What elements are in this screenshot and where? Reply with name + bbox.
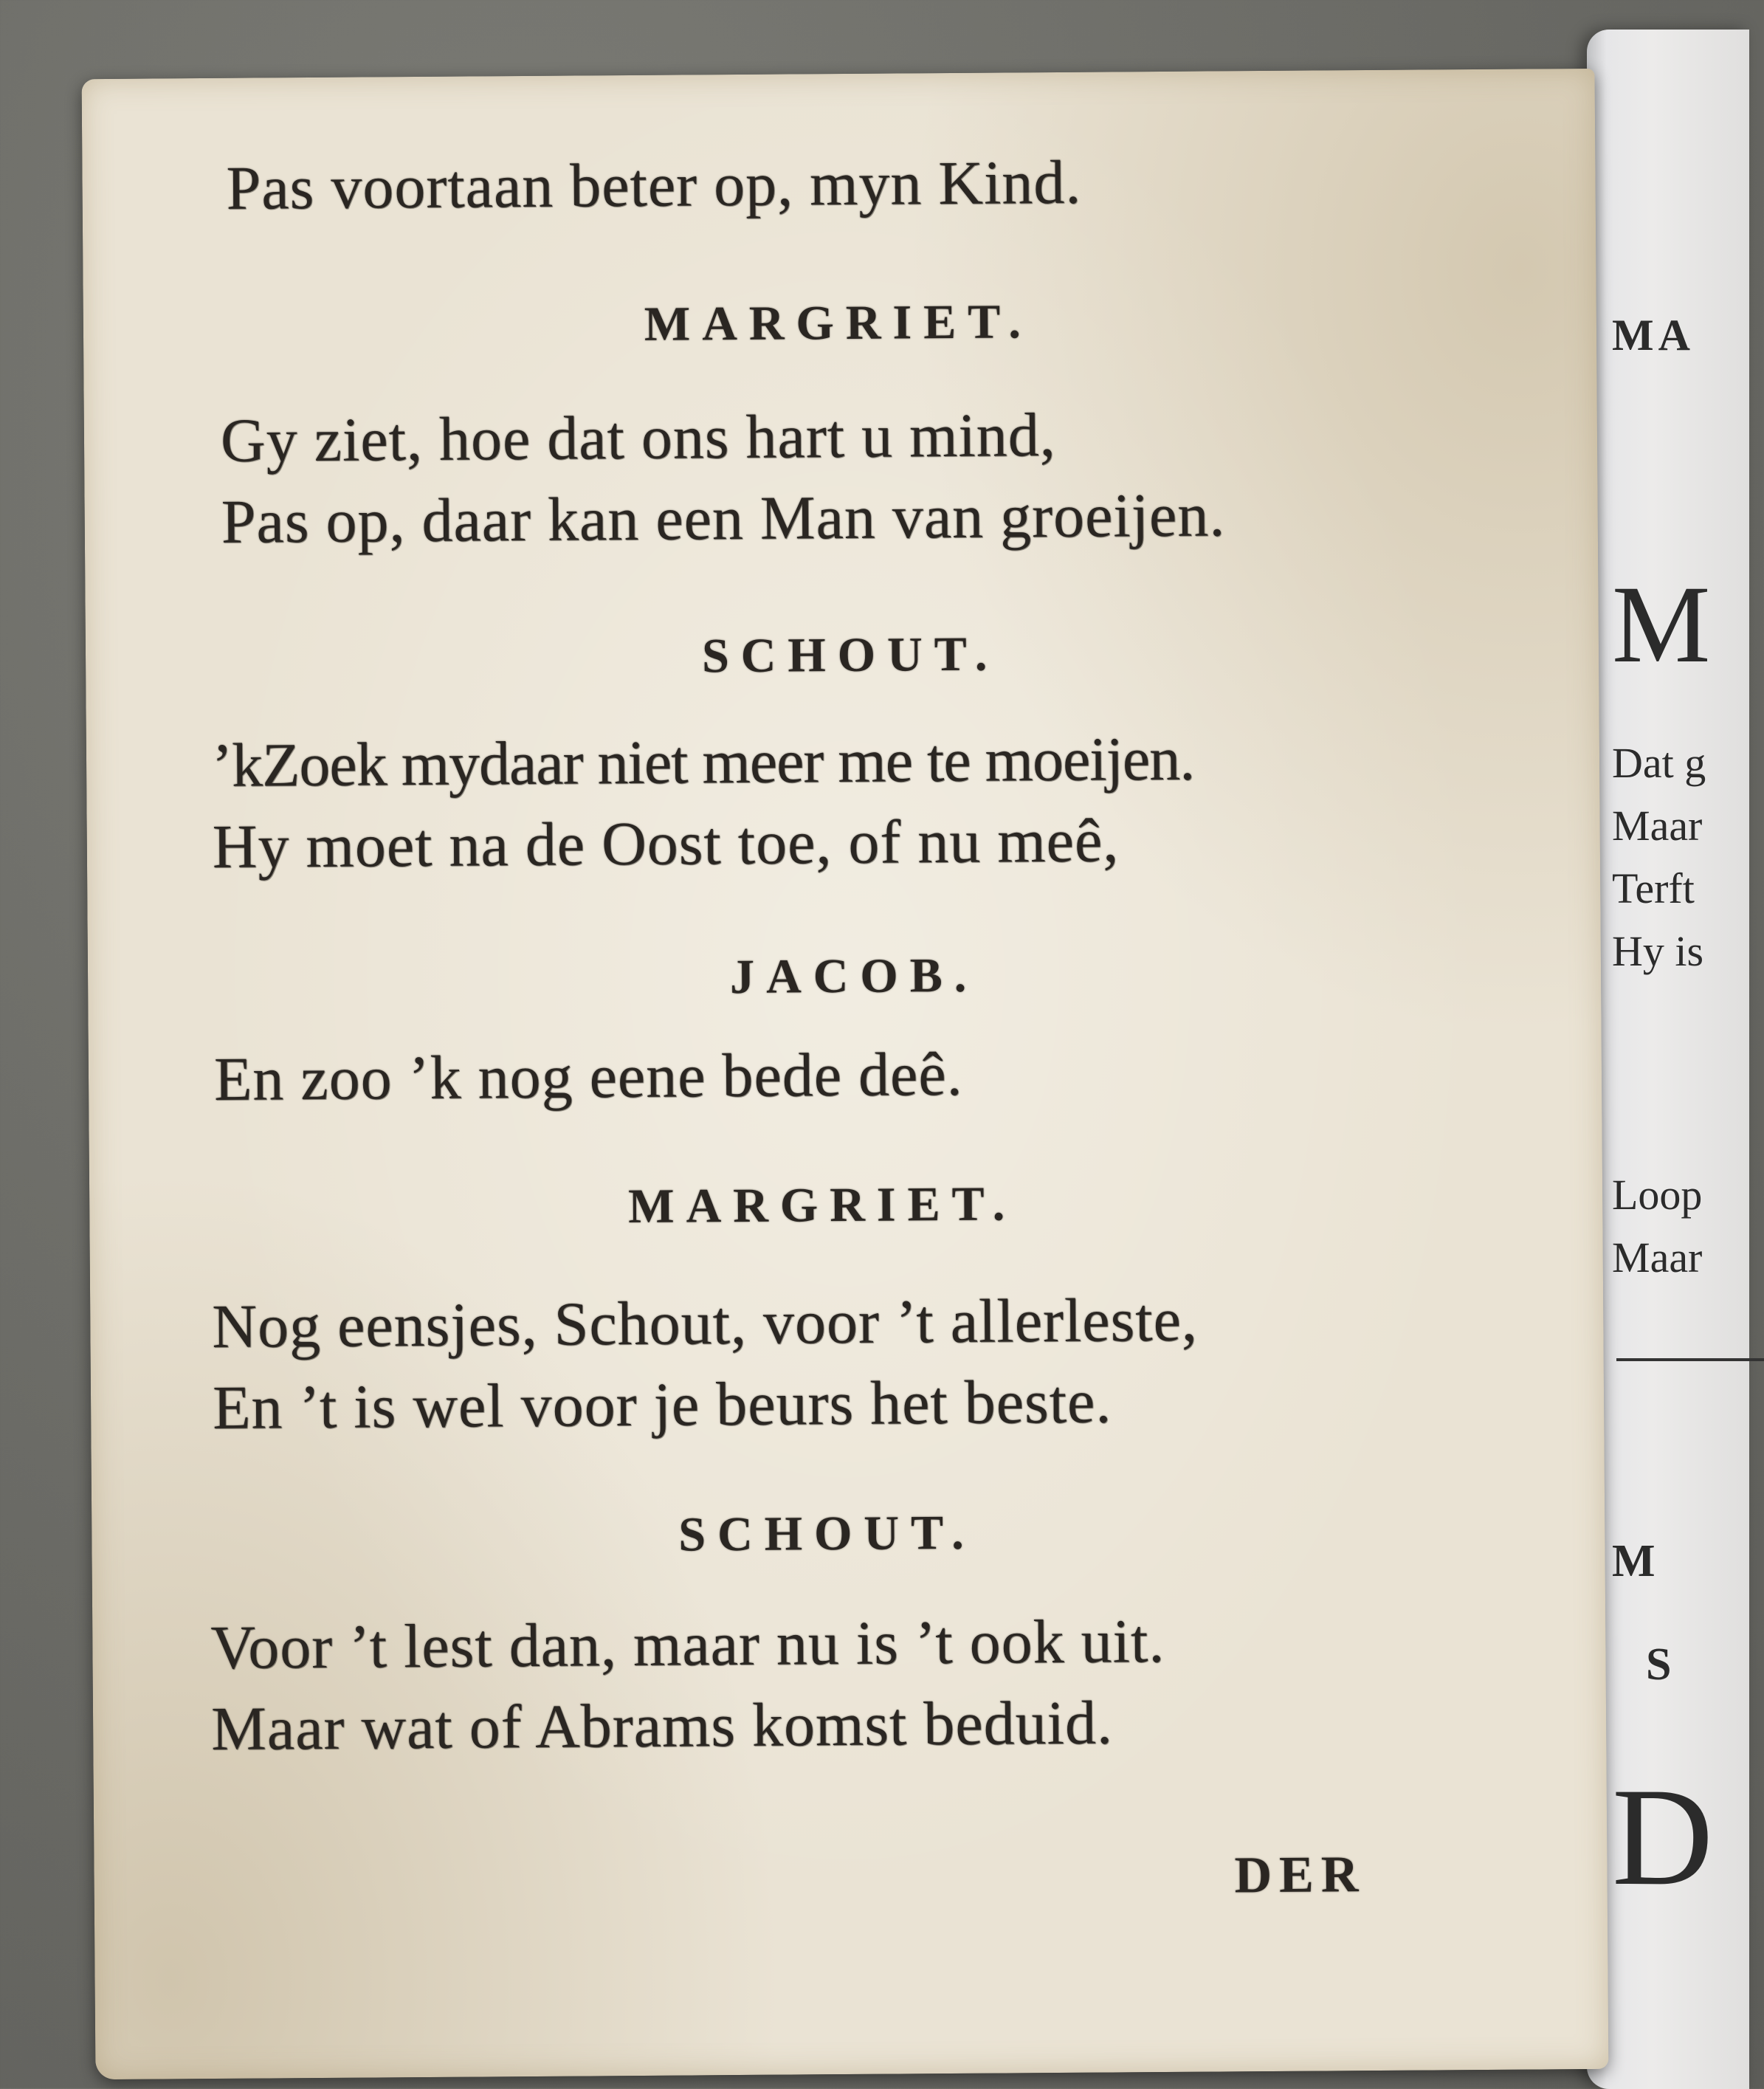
verse-line: Gy ziet, hoe dat ons hart u mind, <box>220 400 1057 475</box>
speaker-name: MARGRIET. <box>627 1177 1017 1234</box>
page-text <box>82 69 1609 2079</box>
facing-fragment: Maar <box>1612 802 1703 850</box>
verse-line: Pas op, daar kan een Man van groeijen. <box>221 481 1226 557</box>
facing-fragment: Loop <box>1612 1171 1703 1219</box>
speaker-name: JACOB. <box>729 948 979 1005</box>
verse-line: Maar wat of Abrams komst beduid. <box>210 1688 1114 1764</box>
facing-fragment: Terft <box>1612 864 1695 912</box>
facing-page <box>1587 30 1749 2089</box>
speaker-name: MARGRIET. <box>644 295 1033 351</box>
facing-fragment: MA <box>1612 311 1695 359</box>
facing-fragment: Maar <box>1612 1233 1703 1281</box>
facing-fragment: M <box>1612 1536 1656 1586</box>
facing-fragment: Hy is <box>1612 927 1704 975</box>
verse-line: Voor ’t lest dan, maar nu is ’t ook uit. <box>210 1606 1165 1683</box>
facing-fragment: S <box>1646 1639 1672 1690</box>
book-page <box>82 69 1609 2079</box>
verse-line: ’kZoek mydaar niet meer me te moeijen. <box>211 724 1195 800</box>
verse-line: En zoo ’k nog eene bede deê. <box>213 1039 963 1114</box>
facing-fragment: Dat g <box>1612 739 1706 787</box>
speaker-name: SCHOUT. <box>701 627 999 684</box>
facing-fragment: D <box>1612 1760 1714 1915</box>
facing-fragment: M <box>1612 563 1711 686</box>
catchword: DER <box>1234 1846 1366 1904</box>
verse-line: En ’t is wel voor je beurs het beste. <box>212 1367 1112 1442</box>
verse-line: Hy moet na de Oost toe, of nu meê, <box>212 806 1120 881</box>
facing-divider <box>1616 1358 1764 1361</box>
speaker-name: SCHOUT. <box>678 1505 976 1562</box>
verse-line: Pas voortaan beter op, myn Kind. <box>226 148 1082 223</box>
verse-line: Nog eensjes, Schout, voor ’t allerleste, <box>212 1285 1199 1361</box>
